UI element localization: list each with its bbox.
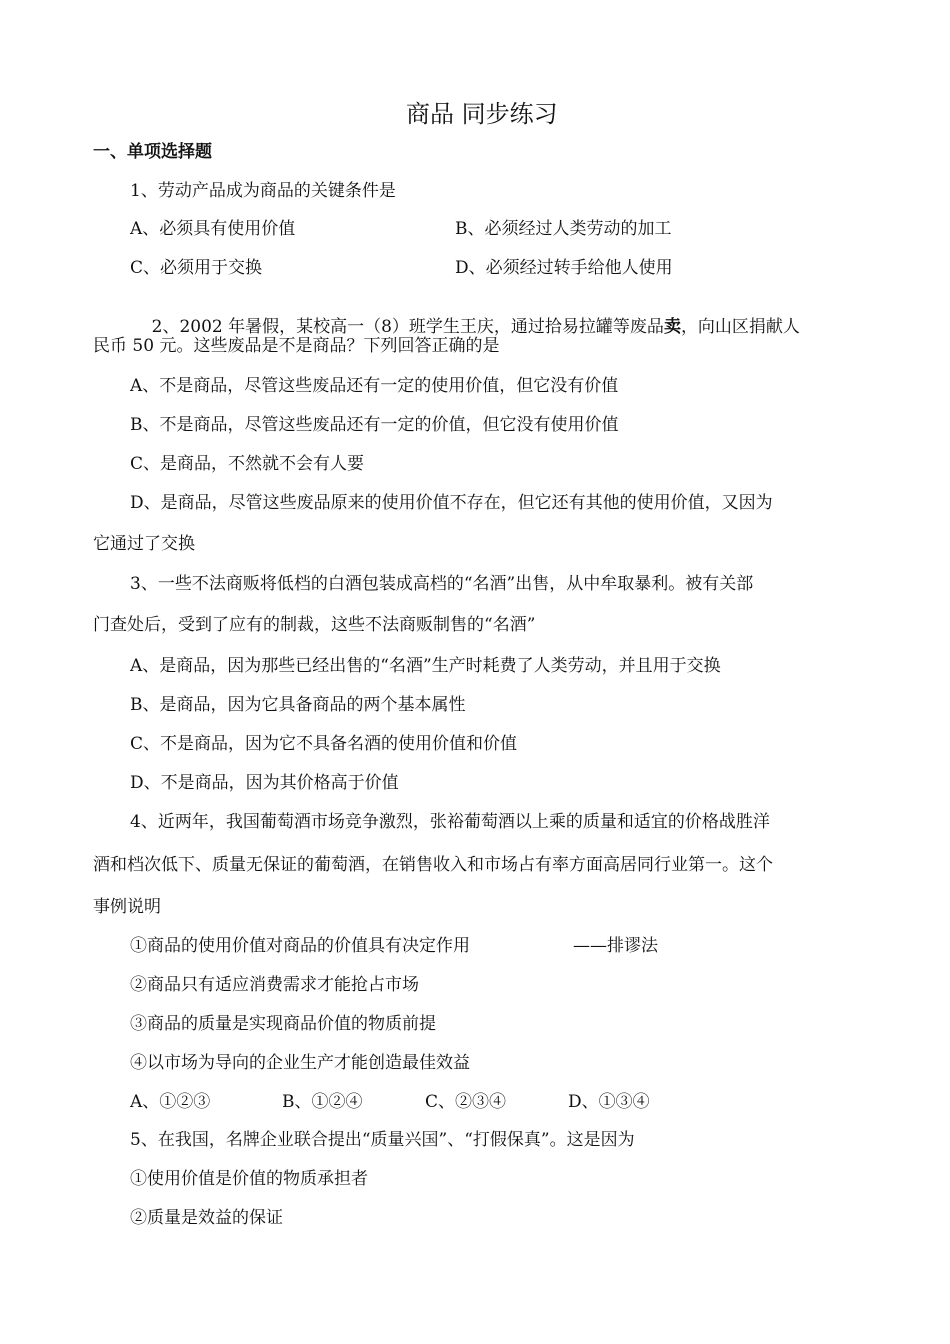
page-title: 商品 同步练习 <box>406 100 558 128</box>
q4-item-2: ②商品只有适应消费需求才能抢占市场 <box>130 975 419 995</box>
q3-option-c: C、不是商品，因为它不具备名酒的使用价值和价值 <box>130 734 518 754</box>
q4-option-d: D、①③④ <box>568 1092 650 1112</box>
q2-stem-post: ，向山区捐献人 <box>680 317 800 337</box>
q4-option-a: A、①②③ <box>130 1092 211 1112</box>
q2-option-b: B、不是商品，尽管这些废品还有一定的价值，但它没有使用价值 <box>130 415 619 435</box>
q2-stem-line2: 民币 50 元。这些废品是不是商品？下列回答正确的是 <box>93 336 500 356</box>
q3-option-b: B、是商品，因为它具备商品的两个基本属性 <box>130 695 466 715</box>
q4-stem-line2: 酒和档次低下、质量无保证的葡萄酒，在销售收入和市场占有率方面高居同行业第一。这个 <box>93 855 773 875</box>
q2-stem-pre: 2、2002 年暑假，某校高一（8）班学生王庆，通过拾易拉罐等废品 <box>151 317 664 337</box>
q4-item-1: ①商品的使用价值对商品的价值具有决定作用 <box>130 936 470 956</box>
q4-method-note: ——排谬法 <box>573 936 658 956</box>
q4-stem-line1: 4、近两年，我国葡萄酒市场竞争激烈，张裕葡萄酒以上乘的质量和适宜的价格战胜洋 <box>130 812 770 832</box>
q5-stem: 5、在我国，名牌企业联合提出“质量兴国”、“打假保真”。这是因为 <box>130 1130 635 1150</box>
q4-option-b: B、①②④ <box>282 1092 363 1112</box>
q1-option-c: C、必须用于交换 <box>130 258 263 278</box>
q5-item-1: ①使用价值是价值的物质承担者 <box>130 1169 368 1189</box>
q4-item-4: ④以市场为导向的企业生产才能创造最佳效益 <box>130 1053 470 1073</box>
q4-item-3: ③商品的质量是实现商品价值的物质前提 <box>130 1014 436 1034</box>
q1-option-b: B、必须经过人类劳动的加工 <box>455 219 672 239</box>
section-heading: 一、单项选择题 <box>93 142 212 162</box>
q4-option-c: C、②③④ <box>425 1092 507 1112</box>
q2-option-a: A、不是商品，尽管这些废品还有一定的使用价值，但它没有价值 <box>130 376 619 396</box>
q2-option-d-line1: D、是商品，尽管这些废品原来的使用价值不存在，但它还有其他的使用价值，又因为 <box>130 493 773 513</box>
q2-option-c: C、是商品，不然就不会有人要 <box>130 454 365 474</box>
q3-option-d: D、不是商品，因为其价格高于价值 <box>130 773 399 793</box>
q3-option-a: A、是商品，因为那些已经出售的“名酒”生产时耗费了人类劳动，并且用于交换 <box>130 656 721 676</box>
q1-option-d: D、必须经过转手给他人使用 <box>455 258 673 278</box>
q2-option-d-line2: 它通过了交换 <box>93 534 195 554</box>
q3-stem-line2: 门查处后，受到了应有的制裁，这些不法商贩制售的“名酒” <box>93 615 536 635</box>
q1-option-a: A、必须具有使用价值 <box>130 219 296 239</box>
q2-stem-bold: 卖 <box>663 317 681 337</box>
q1-stem: 1、劳动产品成为商品的关键条件是 <box>130 181 396 201</box>
q3-stem-line1: 3、一些不法商贩将低档的白酒包装成高档的“名酒”出售，从中牟取暴利。被有关部 <box>130 574 754 594</box>
q4-stem-line3: 事例说明 <box>93 897 161 917</box>
q5-item-2: ②质量是效益的保证 <box>130 1208 283 1228</box>
